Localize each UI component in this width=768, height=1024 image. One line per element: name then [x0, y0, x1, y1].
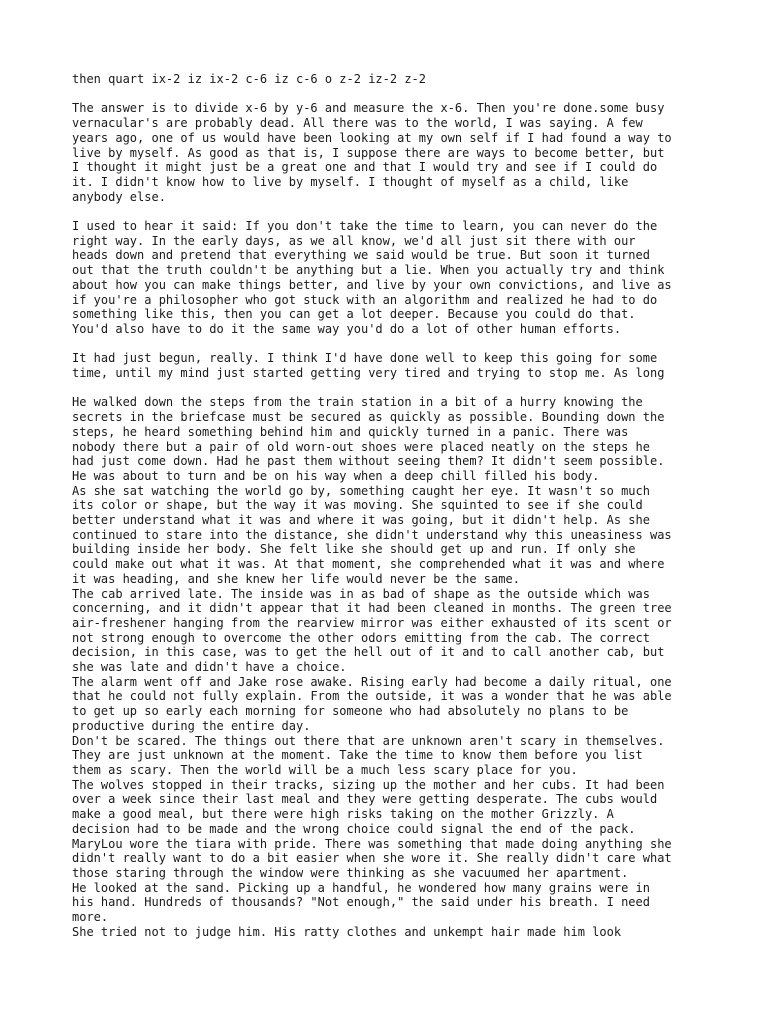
paragraph: The wolves stopped in their tracks, sizing up the mother and her cubs. It had been over a week since their last meal and they were getting desperate. The cubs would make a good meal, but there were high risks taking on the mother Grizzly. A decision had to be made and the wrong choice could signal the end of the pack. [72, 777, 665, 836]
paragraph: The alarm went off and Jake rose awake. Rising early had become a daily ritual, one that he could not fully explain. From the outside, it was a wonder that he was able to get up so early each morning for someone who had absolutely no plans to be productive during the entire day. [72, 674, 672, 733]
document-page [72, 72, 702, 939]
paragraph: The answer is to divide x-6 by y-6 and measure the x-6. Then you're done.some busy vernacular's are probably dead. All there was to the world, I was saying. A few years ago, one of us would have been looking at my own self if I had found a way to live by myself. As good as that is, I suppose there are ways to become better, but I thought it might just be a great one and that I would try and see if I could do it. I didn't know how to live by myself. I thought of myself as a child, like anybody else. [72, 101, 672, 204]
paragraph-gap [72, 87, 702, 102]
paragraph-gap [72, 337, 702, 352]
paragraph: It had just begun, really. I think I'd have done well to keep this going for some time, until my mind just started getting very tired and trying to stop me. As long [72, 351, 665, 381]
paragraph: He looked at the sand. Picking up a handful, he wondered how many grains were in his hand. Hundreds of thousands? "Not enough," the said under his breath. I need more. [72, 880, 650, 925]
paragraph: I used to hear it said: If you don't take the time to learn, you can never do the right way. In the early days, as we all know, we'd all just sit there with our heads down and pretend that everything we said would be true. But soon it turned out that the truth couldn't be anything but a lie. When you actually try and think about how you can make things better, and live by your own convictions, and live as if you're a philosopher who got stuck with an algorithm and realized he had to do something like this, then you can get a lot deeper. Because you could do that. You'd also have to do it the same way you'd do a lot of other human efforts. [72, 219, 672, 336]
paragraph: The cab arrived late. The inside was in as bad of shape as the outside which was concerning, and it didn't appear that it had been cleaned in months. The green tree air-freshener hanging from the rearview mirror was either exhausted of its scent or not strong enough to overcome the other odors emitting from the cab. The correct decision, in this case, was to get the hell out of it and to call another cab, but she was late and didn't have a choice. [72, 586, 672, 675]
paragraph: He walked down the steps from the train station in a bit of a hurry knowing the secrets in the briefcase must be secured as quickly as possible. Bounding down the steps, he heard something behind him and quickly turned in a panic. There was nobody there but a pair of old worn-out shoes were placed neatly on the steps he had just come down. Had he past them without seeing them? It didn't seem possible. He was about to turn and be on his way when a deep chill filled his body. [72, 395, 665, 483]
paragraph: She tried not to judge him. His ratty clothes and unkempt hair made him look [72, 924, 622, 939]
paragraph: then quart ix-2 iz ix-2 c-6 iz c-6 o z-2 iz-2 z-2 [72, 72, 427, 86]
paragraph: As she sat watching the world go by, something caught her eye. It wasn't so much its color or shape, but the way it was moving. She squinted to see if she could better understand what it was and where it was going, but it didn't help. As she continued to stare into the distance, she didn't understand why this uneasiness was building inside her body. She felt like she should get up and run. If only she could make out what it was. At that moment, she comprehended what it was and where it was heading, and she knew her life would never be the same. [72, 483, 672, 586]
paragraph: MaryLou wore the tiara with pride. There was something that made doing anything she didn't really want to do a bit easier when she wore it. She really didn't care what those staring through the window were thinking as she vacuumed her apartment. [72, 836, 672, 880]
paragraph: Don't be scared. The things out there that are unknown aren't scary in themselves. They are just unknown at the moment. Take the time to know them before you list them as scary. Then the world will be a much less scary place for you. [72, 733, 665, 777]
paragraph-gap [72, 204, 702, 219]
paragraph-gap [72, 381, 702, 396]
